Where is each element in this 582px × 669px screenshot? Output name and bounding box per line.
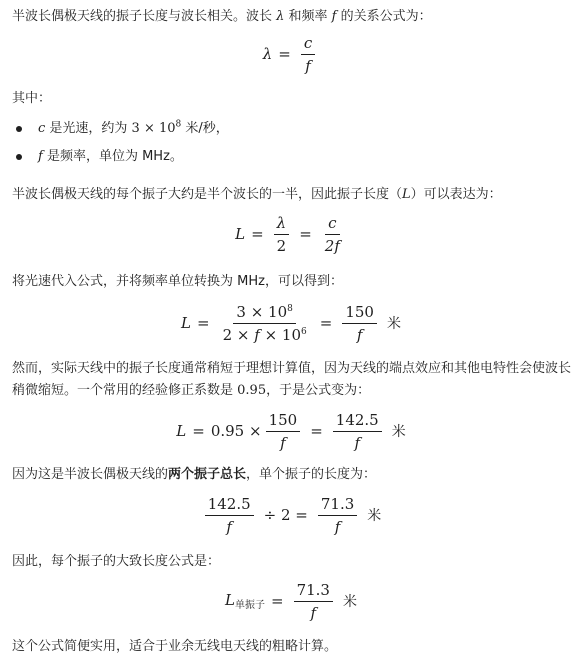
bullet-dot-1 xyxy=(16,126,22,132)
eq3-f2-den: f xyxy=(356,325,363,344)
p4-coefficient: 0.95 xyxy=(237,383,267,398)
equation-single-element xyxy=(0,492,582,538)
eq1-equals: = xyxy=(278,45,291,63)
eq4-f2-den: f xyxy=(354,433,361,452)
eq5-f2-num: 71.3 xyxy=(318,495,357,516)
eq5-f2-den: f xyxy=(334,517,341,536)
bullet-2-text: 是频率，单位为 MHz。 xyxy=(42,149,183,164)
lambda-symbol: λ xyxy=(276,9,285,24)
bullet-1-var: c xyxy=(38,121,46,136)
intro-text-c: 的关系公式为： xyxy=(336,9,432,24)
eq4-coefficient: 0.95 × xyxy=(210,422,262,440)
eq3-den-a: 2 × xyxy=(222,325,255,344)
eq4-equals-2: = xyxy=(310,422,323,440)
eq4-lhs: L xyxy=(176,422,187,440)
eq3-den-exp: 6 xyxy=(301,326,307,337)
eq5-unit: 米 xyxy=(367,508,382,524)
eq3-f1-num xyxy=(233,303,295,324)
eq4-f1-den: f xyxy=(280,433,286,452)
eq6-den: f xyxy=(310,603,317,622)
eq2-fraction-2 xyxy=(322,214,343,255)
p5-bold-text: 两个振子总长 xyxy=(168,467,247,482)
equation-corrected xyxy=(0,408,582,454)
eq2-f2-den: 2f xyxy=(324,236,340,255)
eq2-f2-num: c xyxy=(325,214,339,235)
eq6-fraction xyxy=(294,581,333,622)
eq4-unit: 米 xyxy=(391,424,406,440)
eq3-den-b: × 10 xyxy=(259,325,301,344)
single-element-paragraph xyxy=(12,466,376,484)
eq3-unit: 米 xyxy=(386,316,401,332)
eq3-equals-2: = xyxy=(319,314,333,332)
eq3-f2-num: 150 xyxy=(342,303,377,324)
p2-text-a: 半波长偶极天线的每个振子大约是半个波长的一半，因此振子长度（ xyxy=(12,187,403,202)
eq6-subscript: 单振子 xyxy=(234,600,265,611)
eq3-f1-den xyxy=(220,324,310,344)
bullet-item-c xyxy=(38,120,229,138)
equation-substituted xyxy=(0,298,582,348)
eq6-lhs-symbol: L xyxy=(225,591,235,609)
eq2-fraction-1 xyxy=(274,214,290,255)
eq2-equals-2: = xyxy=(299,225,312,243)
eq4-f2-num: 142.5 xyxy=(333,411,382,432)
eq4-equals-1: = xyxy=(192,422,205,440)
bullet-1-tail: 米/秒， xyxy=(181,121,229,136)
intro-text-a: 半波长偶极天线的振子长度与波长相关。波长 xyxy=(12,9,277,24)
eq2-f1-den: 2 xyxy=(276,236,287,255)
eq2-equals-1: = xyxy=(251,225,264,243)
eq5-f1-num: 142.5 xyxy=(205,495,254,516)
eq6-num: 71.3 xyxy=(294,581,333,602)
intro-text-b: 和频率 xyxy=(284,9,332,24)
eq6-unit: 米 xyxy=(342,594,357,610)
intro-paragraph xyxy=(12,8,432,26)
eq3-den-f: f xyxy=(254,325,260,344)
bullet-item-f xyxy=(38,148,183,166)
eq5-operator: ÷ 2 = xyxy=(263,506,308,524)
eq5-f1-den: f xyxy=(226,517,232,536)
eq1-denominator: f xyxy=(305,56,311,75)
eq2-lhs: L xyxy=(235,225,246,243)
substitute-paragraph: 将光速代入公式，并将频率单位转换为 MHz，可以得到： xyxy=(12,274,343,289)
bullet-1-exp: 8 xyxy=(175,119,182,130)
p4-text-b: ，于是公式变为： xyxy=(266,383,371,398)
eq4-f1-num: 150 xyxy=(266,411,301,432)
final-formula-paragraph: 因此，每个振子的大致长度公式是： xyxy=(12,554,221,569)
eq1-numerator: c xyxy=(301,34,315,55)
p4-text-a: 然而，实际天线中的振子长度通常稍短于理想计算值，因为天线的端点效应和其他电特性会使波长稍微缩短。一个常用的经验修正系数是 xyxy=(12,361,572,398)
p5-text-b: ，单个振子的长度为： xyxy=(246,467,377,482)
f-symbol: f xyxy=(331,9,337,24)
eq5-fraction-1 xyxy=(205,495,254,536)
eq2-f1-num: λ xyxy=(274,214,290,235)
eq3-fraction-2 xyxy=(342,303,377,344)
equation-half-wave xyxy=(0,212,582,256)
where-label: 其中： xyxy=(12,91,52,106)
eq6-equals: = xyxy=(270,592,284,610)
eq3-num-a: 3 × 10 xyxy=(236,302,288,321)
eq3-lhs: L xyxy=(181,314,191,332)
bullet-2-var: f xyxy=(38,149,43,164)
eq5-fraction-2 xyxy=(318,495,357,536)
eq3-fraction-1 xyxy=(220,303,310,344)
eq3-equals-1: = xyxy=(197,314,210,332)
equation-wavelength xyxy=(0,34,582,74)
bullet-1-text: 是光速，约为 xyxy=(45,121,132,136)
conclusion-paragraph: 这个公式简便实用，适合于业余无线电天线的粗略计算。 xyxy=(12,639,338,654)
eq3-num-exp: 8 xyxy=(287,303,293,314)
eq1-lhs: λ xyxy=(262,45,273,63)
bullet-1-math: 3 × 10 xyxy=(131,121,176,136)
eq4-fraction-1 xyxy=(266,411,301,452)
eq6-lhs xyxy=(225,591,265,611)
p5-text-a: 因为这是半波长偶极天线的 xyxy=(12,467,169,482)
eq4-fraction-2 xyxy=(333,411,382,452)
element-length-paragraph xyxy=(12,186,502,204)
eq1-fraction xyxy=(301,34,315,75)
bullet-dot-2 xyxy=(16,154,22,160)
p2-text-b: ）可以表达为： xyxy=(410,187,502,202)
p2-L-symbol: L xyxy=(402,187,411,202)
equation-final xyxy=(0,578,582,624)
correction-paragraph xyxy=(12,358,578,402)
